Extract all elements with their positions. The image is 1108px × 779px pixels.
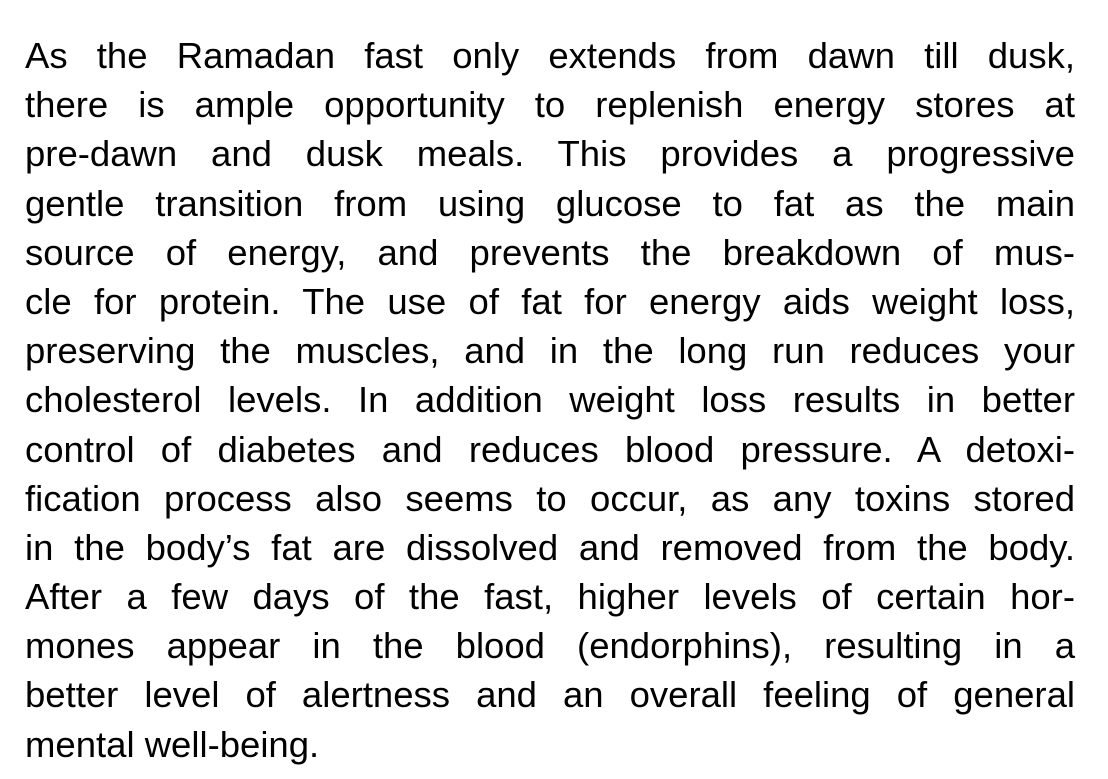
paragraph-line: cle for protein. The use of fat for energy aids weight loss, [25, 280, 1075, 322]
paragraph-line: source of energy, and prevents the breakdown of mus- [25, 231, 1075, 273]
paragraph-line: mones appear in the blood (endorphins), resulting in a [25, 625, 1075, 667]
paragraph-line: pre-dawn and dusk meals. This provides a progressive [25, 133, 1075, 175]
paragraph-line: mental well-being. [25, 723, 320, 765]
paragraph-line: there is ample opportunity to replenish energy stores at [25, 84, 1075, 126]
paragraph-line: cholesterol levels. In addition weight loss results in better [25, 379, 1075, 421]
paragraph-line: As the Ramadan fast only extends from dawn till dusk, [25, 35, 1075, 76]
paragraph-line: control of diabetes and reduces blood pressure. A detoxi- [25, 428, 1075, 470]
paragraph-line: preserving the muscles, and in the long run reduces your [25, 330, 1075, 372]
document-page [25, 31, 1075, 769]
paragraph-line: in the body’s fat are dissolved and removed from the body. [25, 526, 1075, 568]
paragraph-line: fication process also seems to occur, as any toxins stored [25, 477, 1075, 519]
paragraph-line: After a few days of the fast, higher levels of certain hor- [25, 576, 1075, 618]
paragraph-line: better level of alertness and an overall feeling of general [25, 674, 1075, 716]
paragraph-line: gentle transition from using glucose to fat as the main [25, 182, 1075, 224]
body-paragraph [25, 31, 1075, 769]
